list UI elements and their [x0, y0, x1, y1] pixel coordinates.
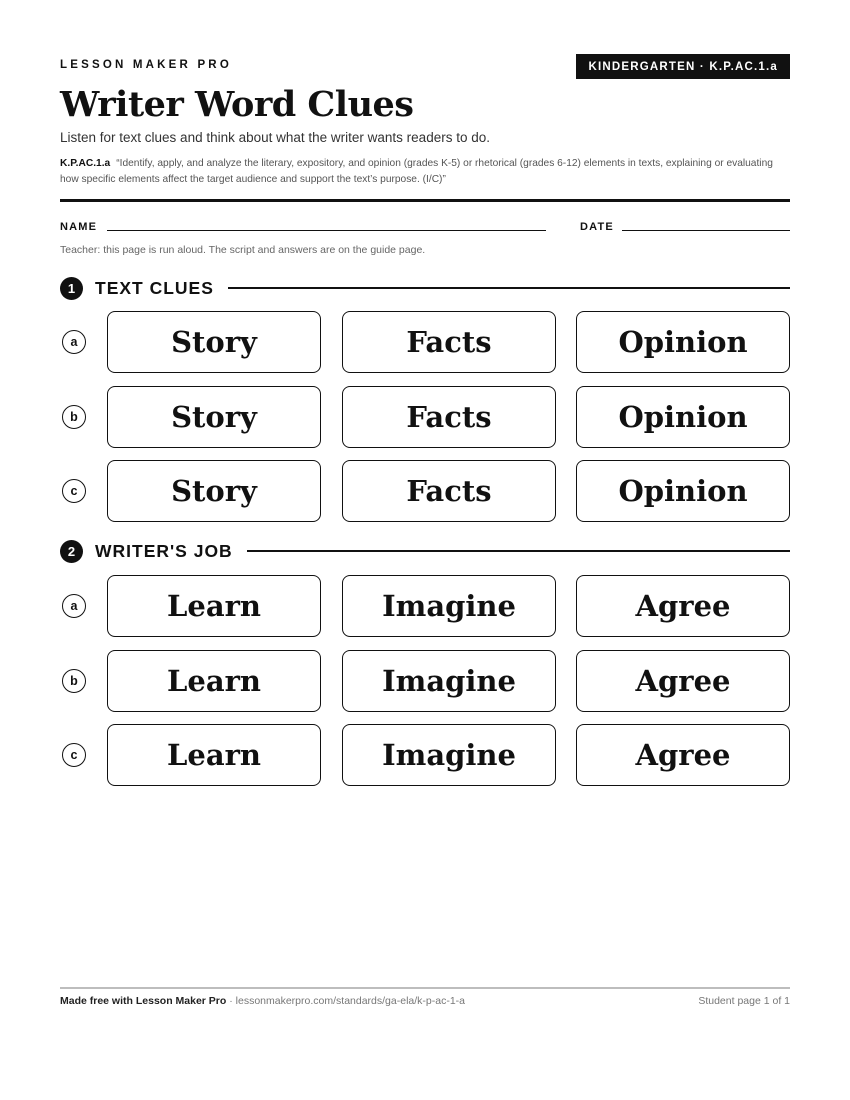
section-header-writers-job [60, 539, 790, 563]
row-letter: c [62, 743, 86, 767]
standard-text: “Identify, apply, and analyze the literary, expository, and opinion (grades K-5) or rhetorical (grades 6-12) elements in texts, explaining or evaluating how specific elements affect the target audience and support the text’s purpose. (I/C)” [60, 158, 773, 185]
header-divider [60, 199, 790, 202]
footer-divider [60, 987, 790, 989]
question-row [60, 724, 790, 786]
name-label: NAME [60, 221, 98, 233]
choice-box[interactable]: Agree [576, 724, 790, 786]
choice-box[interactable]: Agree [576, 575, 790, 637]
date-label: DATE [580, 221, 614, 233]
row-letter: a [62, 330, 86, 354]
choice-box[interactable]: Learn [107, 575, 321, 637]
section-header-text-clues [60, 276, 790, 300]
row-letter: b [62, 405, 86, 429]
grade-badge: KINDERGARTEN · K.P.AC.1.a [576, 54, 790, 79]
choice-box[interactable]: Story [107, 386, 321, 448]
choice-box[interactable]: Story [107, 460, 321, 522]
footer-made-with: Made free with Lesson Maker Pro [60, 995, 227, 1007]
page-title: Writer Word Clues [60, 84, 414, 125]
teacher-note: Teacher: this page is run aloud. The script and answers are on the guide page. [60, 244, 426, 256]
question-row [60, 575, 790, 637]
section-title: WRITER'S JOB [95, 540, 233, 561]
section-rule [247, 550, 790, 552]
choice-box[interactable]: Learn [107, 724, 321, 786]
choice-box[interactable]: Agree [576, 650, 790, 712]
brand-name: LESSON MAKER PRO [60, 59, 232, 71]
choice-box[interactable]: Story [107, 311, 321, 373]
choice-box[interactable]: Facts [342, 311, 556, 373]
standard-code: K.P.AC.1.a [60, 158, 111, 169]
choice-box[interactable]: Facts [342, 460, 556, 522]
row-letter: b [62, 669, 86, 693]
choice-box[interactable]: Imagine [342, 724, 556, 786]
choice-box[interactable]: Imagine [342, 650, 556, 712]
date-field[interactable] [622, 230, 790, 231]
name-field[interactable] [107, 230, 546, 231]
question-row [60, 650, 790, 712]
row-letter: c [62, 479, 86, 503]
footer-credit [60, 995, 465, 1007]
choice-box[interactable]: Opinion [576, 386, 790, 448]
section-title: TEXT CLUES [95, 277, 214, 298]
standard-description [60, 156, 792, 188]
question-row [60, 386, 790, 448]
section-number: 2 [60, 540, 83, 563]
footer-page-label: Student page 1 of 1 [698, 995, 790, 1007]
footer-url[interactable]: lessonmakerpro.com/standards/ga-ela/k-p-ac-1-a [235, 995, 466, 1007]
page-subtitle: Listen for text clues and think about what the writer wants readers to do. [60, 130, 490, 145]
footer-separator: · [226, 995, 236, 1007]
choice-box[interactable]: Opinion [576, 311, 790, 373]
question-row [60, 460, 790, 522]
section-number: 1 [60, 277, 83, 300]
choice-box[interactable]: Facts [342, 386, 556, 448]
choice-box[interactable]: Learn [107, 650, 321, 712]
question-row [60, 311, 790, 373]
section-rule [228, 287, 790, 289]
choice-box[interactable]: Imagine [342, 575, 556, 637]
row-letter: a [62, 594, 86, 618]
choice-box[interactable]: Opinion [576, 460, 790, 522]
